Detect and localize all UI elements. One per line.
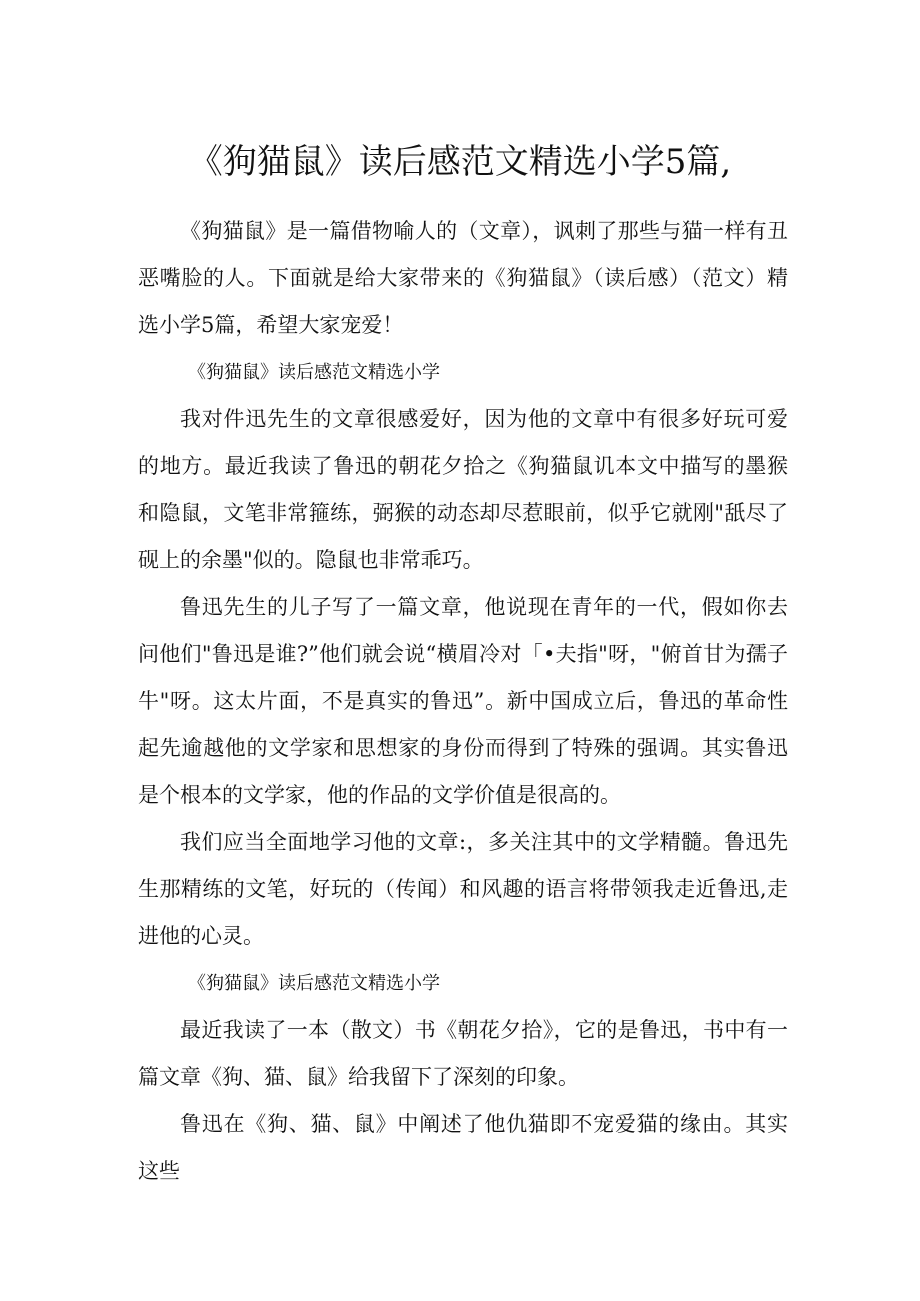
body-paragraph: 我们应当全面地学习他的文章:，多关注其中的文学精髓。鲁迅先生那精练的文笔，好玩的（传闻）和风趣的语言将带领我走近鲁迅,走进他的心灵。 xyxy=(138,830,788,948)
body-paragraph: 我对件迅先生的文章很感爱好，因为他的文章中有很多好玩可爱的地方。最近我读了鲁迅的朝花夕拾之《狗猫鼠讥本文中描写的墨猴和隐鼠，文笔非常箍练，弼猴的动态却尽惹眼前，似乎它就刚"舐尽了砚上的余墨"似的。隐鼠也非常乖巧。 xyxy=(138,407,788,572)
document-body xyxy=(138,208,788,1195)
body-paragraph: 最近我读了一本（散文）书《朝花夕拾》，它的是鲁迅，书中有一篇文章《狗、猫、鼠》给我留下了深刻的印象。 xyxy=(138,1018,788,1089)
page-title: 《狗猫鼠》读后感范文精选小学5篇, xyxy=(188,142,732,182)
section-2 xyxy=(138,960,788,1195)
body-paragraph: 鲁迅在《狗、猫、鼠》中阐述了他仇猫即不宠爱猫的缘由。其实这些 xyxy=(138,1112,788,1183)
section-1 xyxy=(138,349,788,960)
section-heading: 《狗猫鼠》读后感范文精选小学 xyxy=(188,973,440,994)
body-paragraph: 鲁迅先生的儿子写了一篇文章，他说现在青年的一代，假如你去问他们"鲁迅是谁?”他们就会说“横眉冷对「•夫指"呀，"俯首甘为孺子牛"呀。这太片面，不是真实的鲁迅”。新中国成立后，鲁迅的革命性起先逾越他的文学家和思想家的身份而得到了特殊的强调。其实鲁迅是个根本的文学家，他的作品的文学价值是很高的。 xyxy=(138,595,788,807)
intro-paragraph: 《狗猫鼠》是一篇借物喻人的（文章），讽刺了那些与猫一样有丑恶嘴脸的人。下面就是给大家带来的《狗猫鼠》（读后感）（范文）精选小学5篇，希望大家宠爱！ xyxy=(138,219,788,337)
section-heading: 《狗猫鼠》读后感范文精选小学 xyxy=(188,362,440,383)
